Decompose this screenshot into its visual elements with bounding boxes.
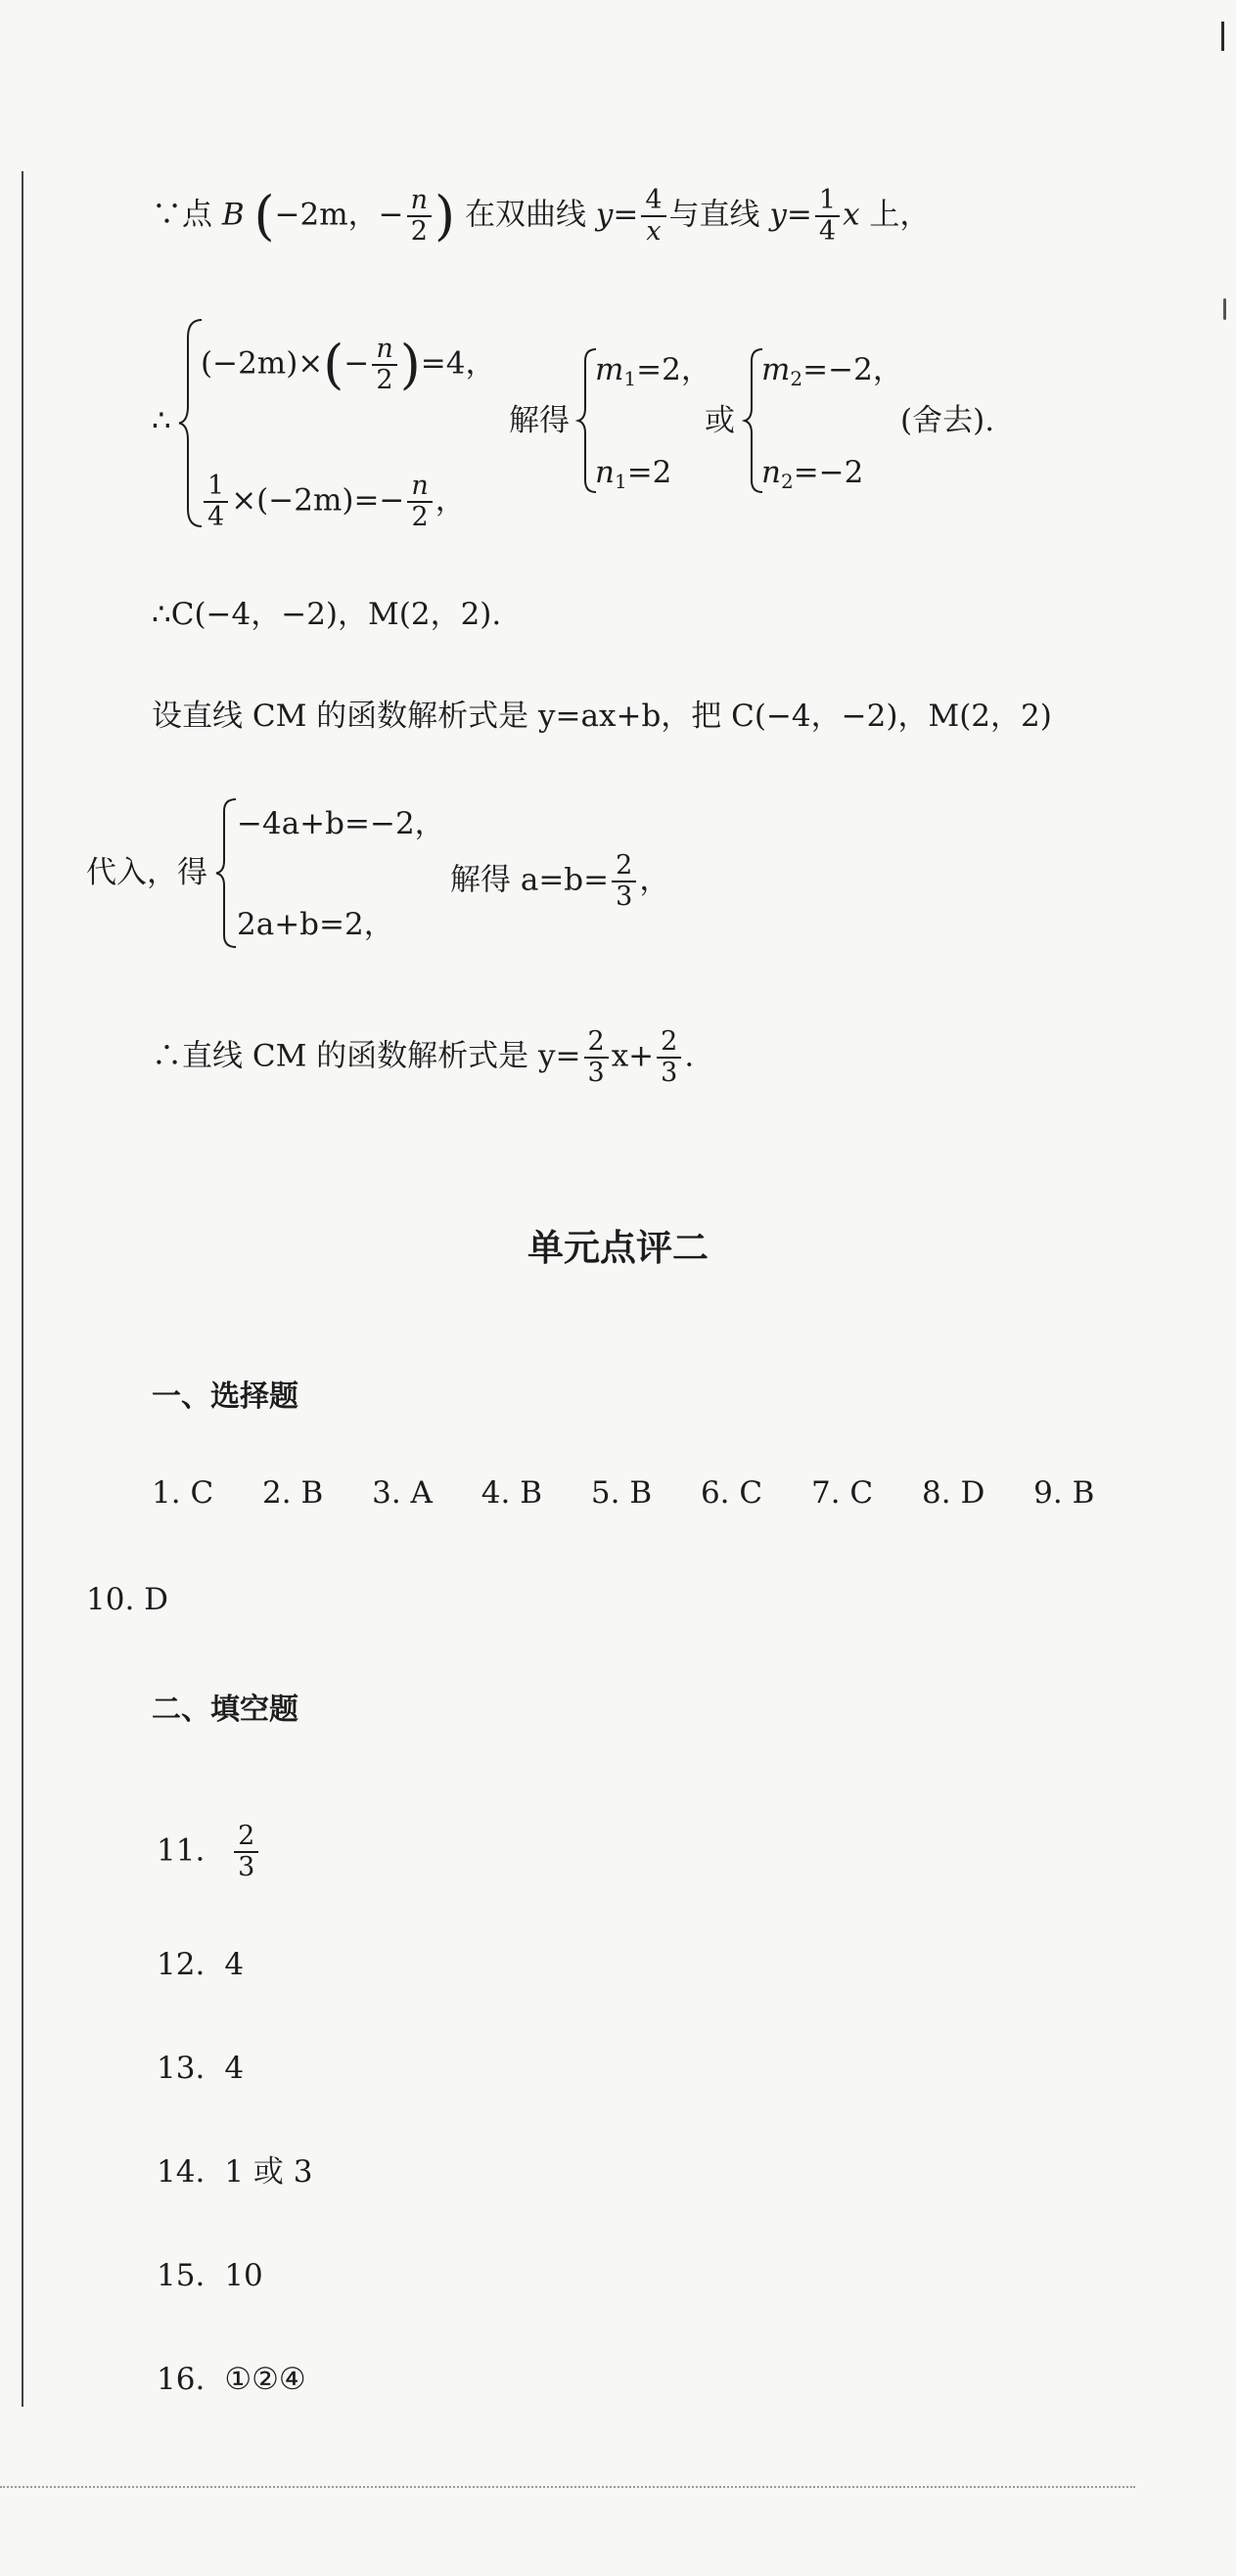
fraction-2-over-3-a: $\frac{2}{3}$ <box>584 1027 609 1088</box>
choice-7: 7. C <box>810 1475 874 1511</box>
fraction-n-over-2: $\frac{n}{2}$ <box>407 472 432 532</box>
point-label: B <box>221 197 245 233</box>
choice-9: 9. B <box>1033 1475 1095 1511</box>
choice-1: 1. C <box>152 1475 214 1511</box>
line-points: ∴C(−4，−2)，M(2，2). <box>152 597 502 632</box>
solve-label-1: 解得 <box>509 403 570 438</box>
fraction-2-over-3: $\frac{2}{3}$ <box>612 851 636 912</box>
therefore-symbol: ∴ <box>152 403 171 438</box>
fraction-n-over-2: $\frac{n}{2}$ <box>407 186 432 247</box>
text-on: 上， <box>869 197 931 233</box>
fraction-n-over-2: $\frac{n}{2}$ <box>372 335 396 395</box>
fraction-2-over-3-b: $\frac{2}{3}$ <box>657 1027 681 1088</box>
system1-eq1: (−2m)×(− $\frac{n}{2}$ )=4， <box>201 334 496 395</box>
substitute-label: 代入，得 <box>86 855 207 890</box>
text-hyperbola: 在双曲线 <box>464 197 586 233</box>
system2-eq1: −4a+b=−2， <box>237 806 445 841</box>
minus-sign: − <box>378 197 404 233</box>
line-point-b <box>152 186 930 247</box>
or-label: 或 <box>705 403 735 438</box>
equals: = <box>613 197 639 233</box>
solution-n1: $n_1=2$ <box>595 455 672 493</box>
paren-close: ) <box>435 185 456 247</box>
choice-4: 4. B <box>481 1475 543 1511</box>
fill-answer-13: 13. 4 <box>157 2051 245 2086</box>
section-fill-title: 二、填空题 <box>152 1693 298 1727</box>
fill-answer-15: 15. 10 <box>157 2258 263 2293</box>
solution-m2: $m_2=-2$， <box>761 352 903 390</box>
line-cm: 设直线 CM 的函数解析式是 y=ax+b，把 C(−4，−2)，M(2，2) <box>152 699 1052 734</box>
choice-answers <box>152 1473 1094 1513</box>
system2-solution: 解得 a=b= $\frac{2}{3}$ ， <box>450 850 670 912</box>
fraction-4-over-x: $\frac{4}{x}$ <box>641 186 665 247</box>
choice-8: 8. D <box>922 1475 985 1511</box>
var-x: x <box>843 197 860 233</box>
paren-open: ( <box>253 185 275 247</box>
solution-n2: $n_2=-2$ <box>761 455 864 493</box>
solution-m1: $m_1=2$， <box>595 352 711 390</box>
left-brace-4 <box>213 797 239 949</box>
unit-heading: 单元点评二 <box>527 1227 709 1269</box>
equals-2: = <box>786 197 812 233</box>
choice-10: 10. D <box>86 1582 169 1617</box>
fraction-2-over-3: $\frac{2}{3}$ <box>234 1822 258 1882</box>
choice-2: 2. B <box>262 1475 324 1511</box>
left-margin-line <box>22 171 23 2407</box>
choice-6: 6. C <box>700 1475 763 1511</box>
choice-5: 5. B <box>590 1475 653 1511</box>
separator: ， <box>347 197 379 233</box>
text-since: ∵点 <box>152 197 212 233</box>
system1-eq2: $\frac{1}{4}$ ×(−2m)=− $\frac{n}{2}$ ， <box>201 472 466 532</box>
section-choice-title: 一、选择题 <box>152 1379 298 1414</box>
edge-mark <box>1221 22 1224 51</box>
fill-answer-16: 16. ①②④ <box>157 2362 306 2397</box>
choice-3: 3. A <box>372 1475 433 1511</box>
system2-eq2: 2a+b=2， <box>237 907 394 942</box>
var-y: y <box>595 197 614 233</box>
fraction-1-over-4: $\frac{1}{4}$ <box>204 472 228 532</box>
text-and-line: 与直线 <box>668 197 760 233</box>
fraction-1-over-4: $\frac{1}{4}$ <box>815 186 840 247</box>
fill-answer-11: 11. $\frac{2}{3}$ <box>157 1822 261 1882</box>
var-y-2: y <box>769 197 787 233</box>
line-result: ∴直线 CM 的函数解析式是 y= $\frac{2}{3}$ x+ $\frac{2}{3}$ . <box>152 1026 695 1088</box>
fill-answer-12: 12. 4 <box>157 1947 245 1982</box>
edge-mark-small <box>1223 298 1226 320</box>
fill-answer-14: 14. 1 或 3 <box>157 2154 313 2190</box>
coord-a: −2m <box>274 197 348 233</box>
dotted-divider <box>0 2486 1135 2488</box>
discard-note: (舍去). <box>900 403 995 438</box>
